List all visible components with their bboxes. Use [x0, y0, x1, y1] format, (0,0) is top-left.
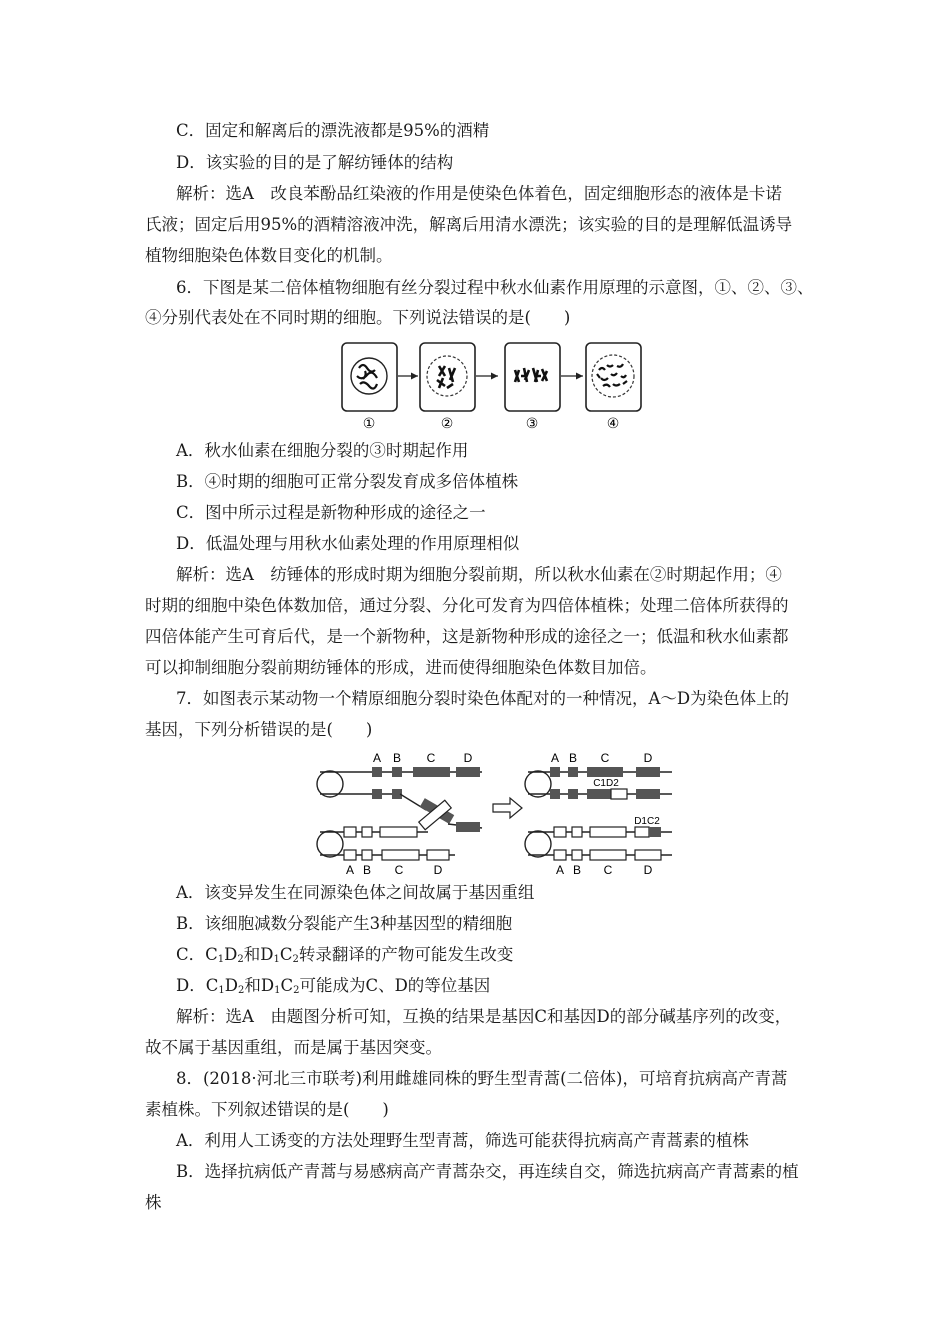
q6-option-d: D．低温处理与用秋水仙素处理的作用原理相似: [176, 534, 520, 553]
q5-explanation-line-1: 解析：选A 改良苯酚品红染液的作用是使染色体着色，固定细胞形态的液体是卡诺: [176, 184, 782, 203]
cell-interphase: [342, 343, 397, 411]
q7-stem-line-1: 7．如图表示某动物一个精原细胞分裂时染色体配对的一种情况，A～D为染色体上的: [176, 689, 790, 708]
gene-label-a-top: A: [372, 751, 382, 765]
q6-stem-line-2: ④分别代表处在不同时期的细胞。下列说法错误的是( ): [145, 308, 571, 327]
cell-label-4: ④: [606, 415, 620, 431]
q6-explanation-line-4: 可以抑制细胞分裂前期纺锤体的形成，进而使得细胞染色体数目加倍。: [145, 658, 657, 677]
q7-option-b: B．该细胞减数分裂能产生3种基因型的精细胞: [176, 914, 513, 933]
q7-chromosome-crossover-figure: [310, 748, 680, 880]
q5-explanation-line-3: 植物细胞染色体数目变化的机制。: [145, 246, 393, 265]
right-bottom-chromosome: [525, 827, 672, 860]
recombinant-label-c1d2: C1D2: [593, 778, 619, 789]
gene-label-b-bottom: B: [362, 863, 372, 877]
gene-label-d-bottom: D: [433, 863, 443, 877]
gene-label-c-right-bottom: C: [603, 863, 613, 877]
q8-stem-line-1: 8．(2018·河北三市联考)利用雌雄同株的野生型青蒿(二倍体)，可培育抗病高产青蒿: [176, 1069, 788, 1088]
gene-label-c-right-top: C: [600, 751, 610, 765]
q8-option-b-line-2: 株: [145, 1193, 162, 1212]
left-top-chromosome: [317, 767, 482, 832]
q5-option-c: C．固定和解离后的漂洗液都是95%的酒精: [176, 121, 490, 140]
cell-label-3: ③: [525, 415, 539, 431]
q6-option-a: A．秋水仙素在细胞分裂的③时期起作用: [176, 441, 469, 460]
gene-label-a-right-bottom: A: [555, 863, 565, 877]
gene-label-d-top: D: [463, 751, 473, 765]
q6-stem-line-1: 6．下图是某二倍体植物细胞有丝分裂过程中秋水仙素作用原理的示意图，①、②、③、: [176, 278, 814, 297]
gene-label-c-top: C: [426, 751, 436, 765]
q5-option-d: D．该实验的目的是了解纺锤体的结构: [176, 153, 454, 172]
transition-arrow: [493, 798, 522, 818]
gene-label-b-top: B: [392, 751, 402, 765]
q7-option-c: C．$C_1D_2$和$D_1C_2$转录翻译的产物可能发生改变: [176, 945, 514, 965]
q8-option-b-line-1: B．选择抗病低产青蒿与易感病高产青蒿杂交，再连续自交，筛选抗病高产青蒿素的植: [176, 1162, 799, 1181]
q5-explanation-line-2: 氏液；固定后用95%的酒精溶液冲洗，解离后用清水漂洗；该实验的目的是理解低温诱导: [145, 215, 793, 234]
cell-label-2: ②: [440, 415, 454, 431]
q7-explanation-line-2: 故不属于基因重组，而是属于基因突变。: [145, 1038, 442, 1057]
cell-metaphase-no-spindle: [505, 343, 560, 411]
q6-option-c: C．图中所示过程是新物种形成的途径之一: [176, 503, 486, 522]
gene-label-a-bottom: A: [345, 863, 355, 877]
q7-option-a: A．该变异发生在同源染色体之间故属于基因重组: [176, 883, 535, 902]
q8-option-a: A．利用人工诱变的方法处理野生型青蒿，筛选可能获得抗病高产青蒿素的植株: [176, 1131, 749, 1150]
left-bottom-chromosome: [317, 800, 455, 860]
gene-label-d-right-top: D: [643, 751, 653, 765]
cell-prophase: [420, 343, 475, 411]
q6-explanation-line-2: 时期的细胞中染色体数加倍，通过分裂、分化可发育为四倍体植株；处理二倍体所获得的: [145, 596, 789, 615]
q6-cell-cycle-figure: [335, 338, 655, 433]
gene-label-a-right-top: A: [550, 751, 560, 765]
gene-label-c-bottom: C: [394, 863, 404, 877]
recombinant-label-d1c2: D1C2: [634, 816, 660, 827]
q7-option-d: D．$C_1D_2$和$D_1C_2$可能成为C、D的等位基因: [176, 976, 491, 996]
gene-label-d-right-bottom: D: [643, 863, 653, 877]
gene-label-b-right-top: B: [568, 751, 578, 765]
gene-label-b-right-bottom: B: [572, 863, 582, 877]
q6-option-b: B．④时期的细胞可正常分裂发育成多倍体植株: [176, 472, 519, 491]
cell-doubled-chromosomes: [586, 343, 641, 411]
q8-stem-line-2: 素植株。下列叙述错误的是( ): [145, 1100, 389, 1119]
q7-explanation-line-1: 解析：选A 由题图分析可知，互换的结果是基因C和基因D的部分碱基序列的改变，: [176, 1007, 792, 1026]
q6-explanation-line-1: 解析：选A 纺锤体的形成时期为细胞分裂前期，所以秋水仙素在②时期起作用；④: [176, 565, 782, 584]
q6-explanation-line-3: 四倍体能产生可育后代，是一个新物种，这是新物种形成的途径之一；低温和秋水仙素都: [145, 627, 789, 646]
cell-label-1: ①: [362, 415, 376, 431]
q7-stem-line-2: 基因，下列分析错误的是( ): [145, 720, 373, 739]
